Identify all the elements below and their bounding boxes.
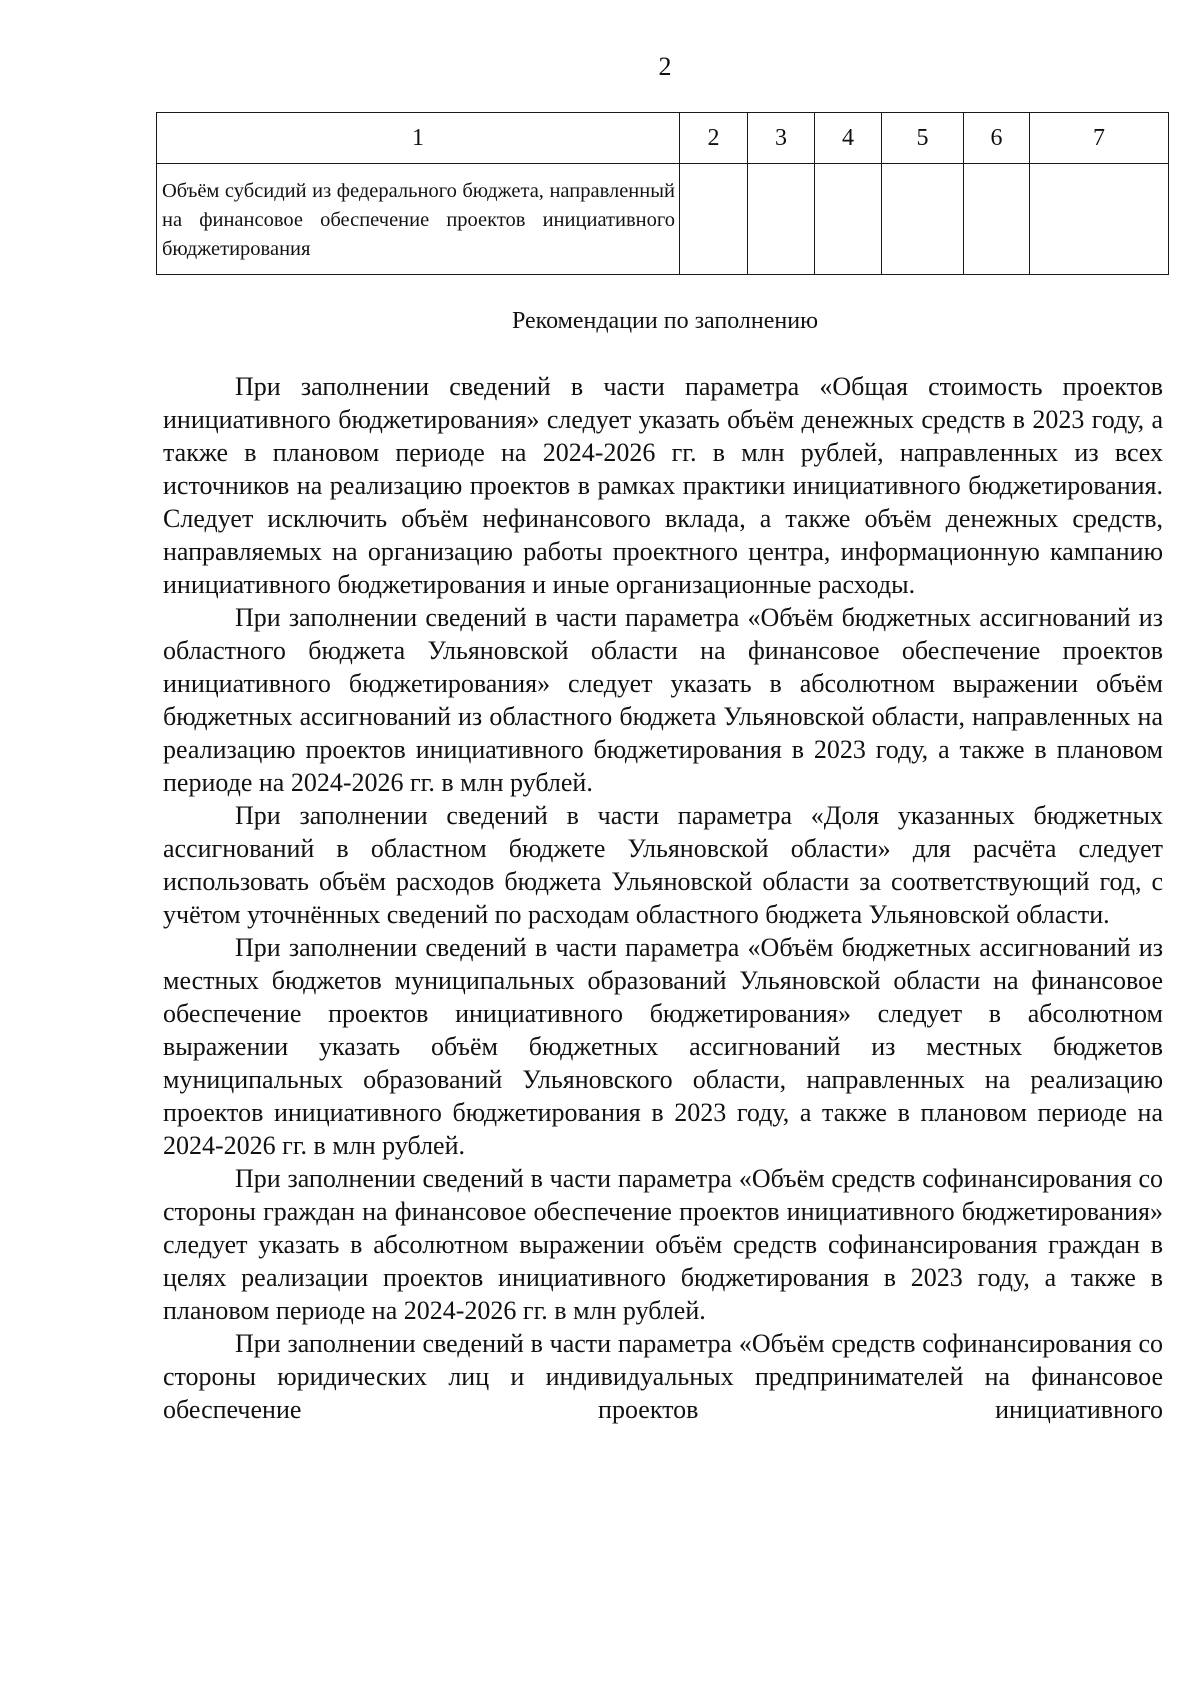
body-text: [163, 370, 1163, 1426]
paragraph: При заполнении сведений в части параметра «Объём средств софинансирования со стороны граждан на финансовое обеспечение проектов инициативного бюджетирования» следует указать в абсолютном выражении объём средств софинансирования граждан в целях реализации проектов инициативного бюджетирования в 2023 году, а также в плановом периоде на 2024-2026 гг. в млн рублей.: [163, 1164, 1163, 1325]
table-row: [157, 164, 1169, 275]
table-cell: [815, 164, 882, 275]
paragraph: При заполнении сведений в части параметра «Объём средств софинансирования со стороны юридических лиц и индивидуальных предпринимателей на финансовое обеспечение проектов инициативного: [163, 1329, 1163, 1424]
column-header: 6: [964, 113, 1030, 164]
section-heading: Рекомендации по заполнению: [511, 308, 819, 334]
table-cell: [882, 164, 964, 275]
page-number: 2: [658, 52, 672, 81]
table-cell: [680, 164, 748, 275]
column-header: 2: [680, 113, 748, 164]
data-table: [156, 112, 1169, 275]
column-header: 3: [748, 113, 815, 164]
column-header: 7: [1030, 113, 1169, 164]
table-header-row: [157, 113, 1169, 164]
table-cell: [748, 164, 815, 275]
table-cell: [1030, 164, 1169, 275]
column-header: 4: [815, 113, 882, 164]
paragraph: При заполнении сведений в части параметра «Доля указанных бюджетных ассигнований в областном бюджете Ульяновской области» для расчёта следует использовать объём расходов бюджета Ульяновской области за соответствующий год, с учётом уточнённых сведений по расходам областного бюджета Ульяновской области.: [163, 801, 1163, 929]
table-cell: [964, 164, 1030, 275]
paragraph: При заполнении сведений в части параметра «Общая стоимость проектов инициативного бюджетирования» следует указать объём денежных средств в 2023 году, а также в плановом периоде на 2024-2026 гг. в млн рублей, направленных из всех источников на реализацию проектов в рамках практики инициативного бюджетирования. Следует исключить объём нефинансового вклада, а также объём денежных средств, направляемых на организацию работы проектного центра, информационную кампанию инициативного бюджетирования и иные организационные расходы.: [163, 372, 1163, 599]
paragraph: При заполнении сведений в части параметра «Объём бюджетных ассигнований из местных бюджетов муниципальных образований Ульяновской области на финансовое обеспечение проектов инициативного бюджетирования» следует в абсолютном выражении указать объём бюджетных ассигнований из местных бюджетов муниципальных образований Ульяновского области, направленных на реализацию проектов инициативного бюджетирования в 2023 году, а также в плановом периоде на 2024-2026 гг. в млн рублей.: [163, 933, 1163, 1160]
column-header: 5: [882, 113, 964, 164]
paragraph: При заполнении сведений в части параметра «Объём бюджетных ассигнований из областного бюджета Ульяновской области на финансовое обеспечение проектов инициативного бюджетирования» следует указать в абсолютном выражении объём бюджетных ассигнований из областного бюджета Ульяновской области, направленных на реализацию проектов инициативного бюджетирования в 2023 году, а также в плановом периоде на 2024-2026 гг. в млн рублей.: [163, 603, 1163, 797]
row-label: Объём субсидий из федерального бюджета, направленный на финансовое обеспечение проектов инициативного бюджетирования: [157, 164, 680, 275]
column-header: 1: [157, 113, 680, 164]
